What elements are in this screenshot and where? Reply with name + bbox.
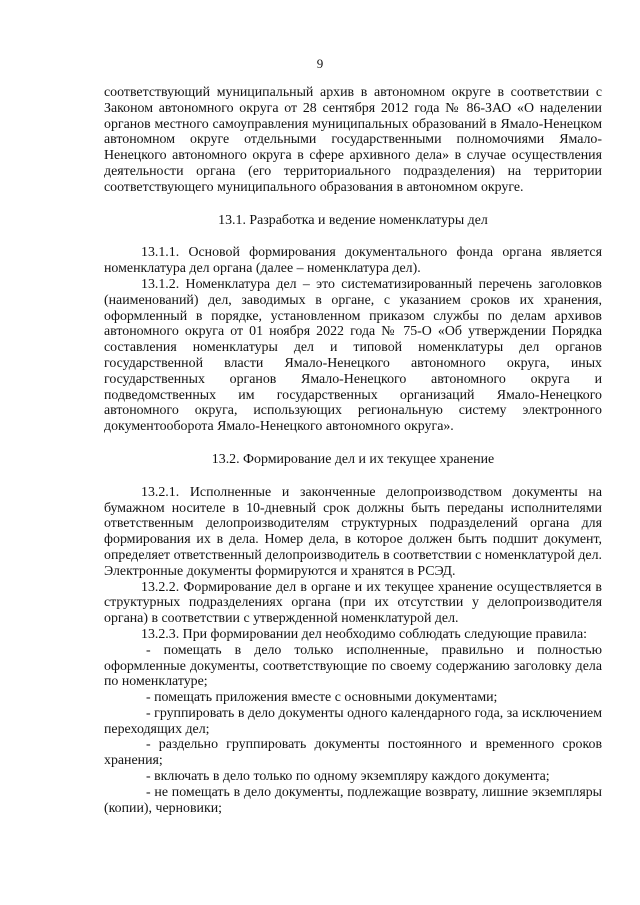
paragraph-13-2-1: 13.2.1. Исполненные и законченные делопроизводством документы на бумажном носителе в 10-дневный срок должны быть переданы исполнителями ответственным делопроизводителям структурных подразделений органа для формирования их в дела. Номер дела, в которое должен быть подшит документ, определяет ответственный делопроизводитель в соответствии с номенклатурой дел. Электронные документы формируются и хранятся в РСЭД. (104, 484, 602, 579)
paragraph-13-2-2: 13.2.2. Формирование дел в органе и их текущее хранение осуществляется в структурных подразделениях органа (при их отсутствии у делопроизводителя органа) в соответствии с утвержденной номенклатурой дел. (104, 579, 602, 627)
list-item: - помещать приложения вместе с основными документами; (146, 690, 498, 706)
list-item: - раздельно группировать документы постоянного и временного сроков хранения; (104, 737, 602, 769)
list-item: - помещать в дело только исполненные, правильно и полностью оформленные документы, соответствующие по своему содержанию заголовку дела по номенклатуре; (104, 642, 602, 690)
list-item: - включать в дело только по одному экземпляру каждого документа; (146, 769, 550, 785)
page-number: 9 (316, 56, 324, 71)
section-heading-13-1: 13.1. Разработка и ведение номенклатуры дел (218, 212, 488, 228)
list-item: - не помещать в дело документы, подлежащие возврату, лишние экземпляры (копии), черновики; (104, 784, 602, 816)
section-heading-13-2: 13.2. Формирование дел и их текущее хранение (211, 451, 495, 467)
paragraph-13-1-2: 13.1.2. Номенклатура дел – это систематизированный перечень заголовков (наименований) дел, заводимых в органе, с указанием сроков их хранения, оформленный в порядке, установленном приказом службы по делам архивов автономного округа от 01 ноября 2022 года № 75-О «Об утверждении Порядка составления номенклатуры дел и типовой номенклатуры дел органов государственной власти Ямало-Ненецкого автономного округа, иных государственных органов Ямало-Ненецкого автономного округа и подведомственных им государственных организаций Ямало-Ненецкого автономного округа, использующих региональную систему электронного документооборота Ямало-Ненецкого автономного округа». (104, 276, 602, 435)
paragraph-13-1-1: 13.1.1. Основой формирования документального фонда органа является номенклатура дел органа (далее – номенклатура дел). (104, 245, 602, 277)
paragraph-13-2-3: 13.2.3. При формировании дел необходимо соблюдать следующие правила: (141, 626, 587, 642)
document-body (104, 85, 602, 816)
paragraph-intro: соответствующий муниципальный архив в автономном округе в соответствии с Законом автономного округа от 28 сентября 2012 года № 86-ЗАО «О наделении органов местного самоуправления муниципальных образований в Ямало-Ненецком автономном округе отдельными государственными полномочиями Ямало-Ненецкого автономного округа в сфере архивного дела» в случае осуществления деятельности органа (его территориального подразделения) на территории соответствующего муниципального образования в автономном округе. (104, 85, 602, 195)
list-item: - группировать в дело документы одного календарного года, за исключением переходящих дел; (104, 705, 602, 737)
